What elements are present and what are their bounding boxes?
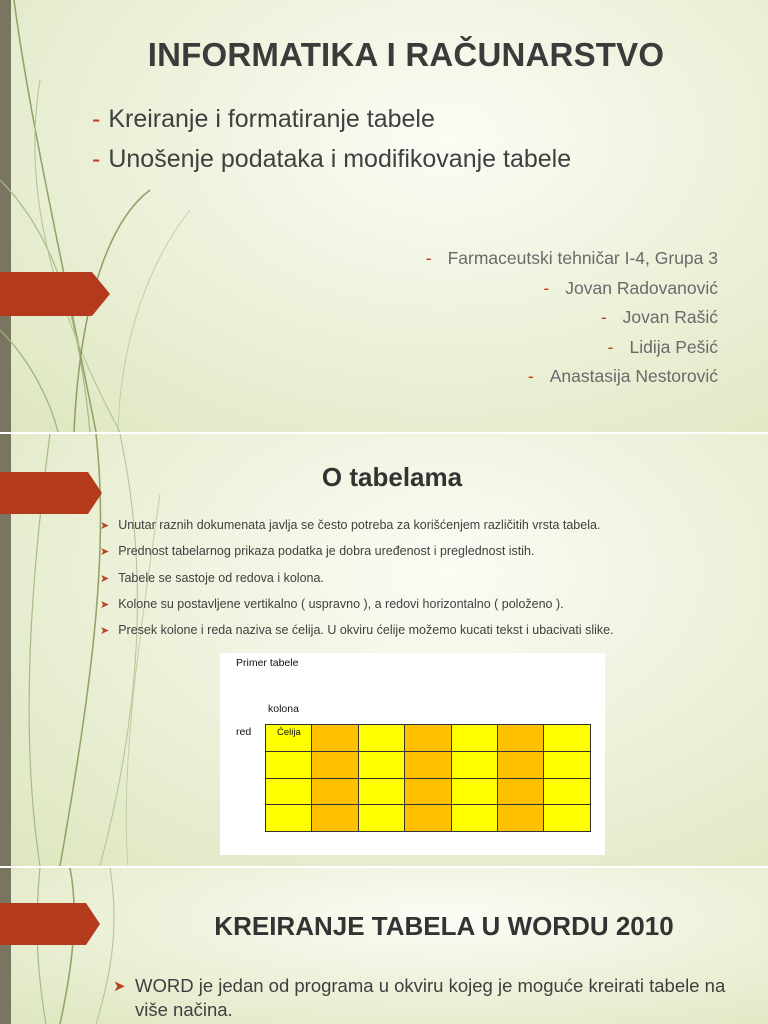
arrow-bullet-icon: ➤ (100, 546, 110, 559)
table-cell (266, 751, 312, 778)
slide-title: O tabelama (321, 462, 463, 492)
table-cell (405, 778, 451, 805)
slide-title: KREIRANJE TABELA U WORDU 2010 (214, 911, 674, 941)
figure-caption: Primer tabele (236, 657, 299, 669)
table-cell (358, 751, 404, 778)
table-cell (544, 751, 590, 778)
table-cell (497, 751, 543, 778)
table-cell (497, 805, 543, 832)
list-item: ➤ Presek kolone i reda naziva se ćelija. U okviru ćelije možemo kucati tekst i ubacivati slike. (100, 623, 614, 638)
table-row (266, 725, 591, 752)
arrow-bullet-icon: ➤ (100, 598, 110, 611)
table-cell (312, 725, 358, 752)
slide-1 (0, 0, 768, 432)
bullet-list (100, 513, 614, 644)
arrow-bullet-icon: ➤ (100, 572, 110, 585)
table-cell (405, 751, 451, 778)
slide-3 (0, 868, 768, 1024)
table-cell (497, 778, 543, 805)
arrow-bullet-icon: ➤ (100, 520, 110, 532)
bullet-list (113, 974, 753, 1022)
topic-list (92, 99, 571, 179)
table-cell (312, 805, 358, 832)
list-item: ➤ WORD je jedan od programa u okviru kojeg je moguće kreirati tabele na više načina. (113, 975, 726, 1020)
list-item: - Anastasija Nestorović (527, 366, 718, 386)
table-cell (358, 778, 404, 805)
table-cell (544, 778, 590, 805)
dash-icon: - (600, 307, 607, 327)
slide-2 (0, 434, 768, 866)
table-cell (451, 805, 497, 832)
table-cell (312, 778, 358, 805)
table-cell (312, 751, 358, 778)
table-cell (451, 778, 497, 805)
dash-icon: - (92, 145, 101, 173)
table-cell (266, 725, 312, 752)
dash-icon: - (543, 277, 550, 298)
list-item: - Unošenje podataka i modifikovanje tabele (92, 145, 572, 173)
table-row (266, 778, 591, 805)
list-item: ➤ Tabele se sastoje od redova i kolona. (100, 570, 324, 585)
table-row (266, 751, 591, 778)
table-cell (405, 805, 451, 832)
table-cell (358, 725, 404, 752)
list-item: ➤ Prednost tabelarnog prikaza podatka je dobra uređenost i preglednost istih. (100, 544, 535, 559)
slide-title: INFORMATIKA I RAČUNARSTVO (147, 36, 665, 73)
example-grid (265, 724, 591, 832)
table-cell (497, 725, 543, 752)
table-cell (544, 805, 590, 832)
list-item: - Farmaceutski tehničar I-4, Grupa 3 (425, 248, 718, 268)
table-row (266, 805, 591, 832)
table-cell (266, 778, 312, 805)
red-tab-icon (0, 272, 110, 316)
list-item: - Lidija Pešić (607, 336, 718, 357)
list-item: ➤ Unutar raznih dokumenata javlja se često potreba za korišćenjem različitih vrsta tabela. (100, 518, 601, 532)
dash-icon: - (425, 248, 432, 268)
arrow-bullet-icon: ➤ (100, 625, 110, 638)
dash-icon: - (92, 105, 101, 133)
table-cell (451, 725, 497, 752)
list-item: - Jovan Radovanović (543, 277, 718, 298)
dash-icon: - (607, 336, 614, 357)
column-label: kolona (268, 703, 299, 715)
cell-label: Ćelija (277, 727, 301, 738)
list-item: - Kreiranje i formatiranje tabele (92, 105, 435, 133)
dash-icon: - (527, 366, 534, 386)
table-cell (405, 725, 451, 752)
list-item: ➤ Kolone su postavljene vertikalno ( uspravno ), a redovi horizontalno ( položeno ). (100, 596, 564, 611)
example-table-figure (220, 653, 605, 855)
author-list (426, 244, 718, 392)
row-label: red (236, 726, 252, 738)
table-cell (358, 805, 404, 832)
arrow-bullet-icon: ➤ (113, 978, 126, 995)
list-item: - Jovan Rašić (600, 307, 718, 327)
table-cell (544, 725, 590, 752)
table-cell (266, 805, 312, 832)
table-cell (451, 751, 497, 778)
